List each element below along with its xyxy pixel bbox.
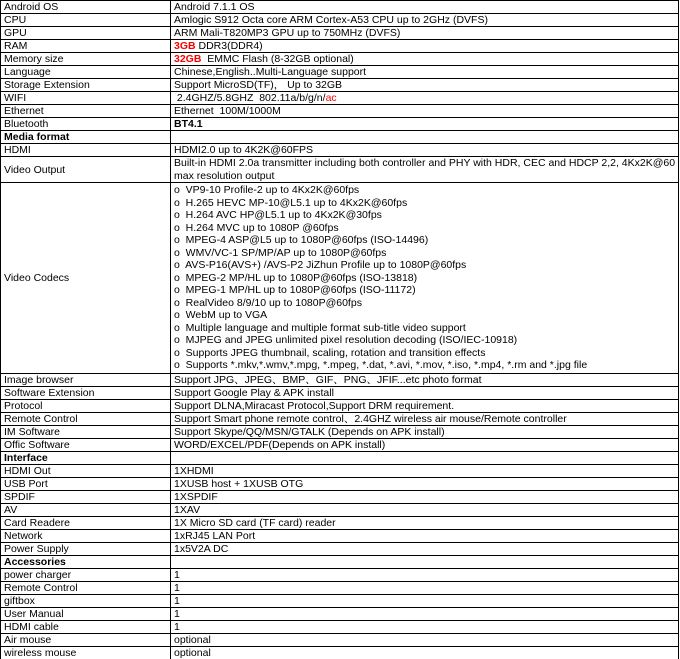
spec-value bbox=[171, 183, 679, 374]
spec-value bbox=[171, 40, 679, 53]
value-text: optional bbox=[174, 633, 211, 646]
table-row bbox=[1, 157, 679, 183]
spec-value bbox=[171, 386, 679, 399]
spec-label: giftbox bbox=[1, 594, 171, 607]
spec-value bbox=[171, 607, 679, 620]
table-row bbox=[1, 386, 679, 399]
table-row bbox=[1, 646, 679, 659]
table-row bbox=[1, 542, 679, 555]
table-row bbox=[1, 620, 679, 633]
spec-label: HDMI Out bbox=[1, 464, 171, 477]
spec-label: Ethernet bbox=[1, 105, 171, 118]
spec-value bbox=[171, 157, 679, 183]
value-text: DDR3(DDR4) bbox=[195, 40, 263, 52]
value-text: 2.4GHZ/5.8GHZ 802.11a/b/g/n/ bbox=[174, 92, 326, 104]
value-text: 1XAV bbox=[174, 503, 201, 516]
value-text: Support JPG、JPEG、BMP、GIF、PNG、JFIF...etc photo format bbox=[174, 373, 482, 386]
spec-label: HDMI cable bbox=[1, 620, 171, 633]
codec-list-item: o RealVideo 8/9/10 up to 1080P@60fps bbox=[174, 296, 362, 309]
table-row bbox=[1, 373, 679, 386]
table-row bbox=[1, 425, 679, 438]
spec-label: Protocol bbox=[1, 399, 171, 412]
codec-list-item: o MPEG-2 MP/HL up to 1080P@60fps (ISO-13818) bbox=[174, 271, 418, 284]
spec-table-body bbox=[1, 1, 679, 659]
spec-value bbox=[171, 412, 679, 425]
spec-label: Air mouse bbox=[1, 633, 171, 646]
table-row bbox=[1, 14, 679, 27]
spec-value bbox=[171, 105, 679, 118]
spec-value bbox=[171, 131, 679, 144]
spec-value bbox=[171, 516, 679, 529]
table-row bbox=[1, 27, 679, 40]
spec-label: WIFI bbox=[1, 92, 171, 105]
spec-value bbox=[171, 92, 679, 105]
spec-value bbox=[171, 477, 679, 490]
spec-label: AV bbox=[1, 503, 171, 516]
highlighted-value-text: 32GB bbox=[174, 53, 202, 65]
value-text: HDMI2.0 up to 4K2K@60FPS bbox=[174, 144, 314, 156]
spec-value bbox=[171, 118, 679, 131]
spec-label: CPU bbox=[1, 14, 171, 27]
spec-label: Remote Control bbox=[1, 581, 171, 594]
spec-value bbox=[171, 27, 679, 40]
spec-label: Language bbox=[1, 66, 171, 79]
spec-label: SPDIF bbox=[1, 490, 171, 503]
spec-label: wireless mouse bbox=[1, 646, 171, 659]
table-row bbox=[1, 118, 679, 131]
spec-value bbox=[171, 373, 679, 386]
codec-list-item: o MPEG-4 ASP@L5 up to 1080P@60fps (ISO-14496) bbox=[174, 234, 429, 246]
value-text: BT4.1 bbox=[174, 118, 203, 130]
value-text: 1 bbox=[174, 594, 180, 607]
table-row bbox=[1, 79, 679, 92]
spec-label: Android OS bbox=[1, 1, 171, 14]
table-row bbox=[1, 477, 679, 490]
spec-label: IM Software bbox=[1, 425, 171, 438]
value-text: 1X Micro SD card (TF card) reader bbox=[174, 516, 336, 529]
table-row bbox=[1, 66, 679, 79]
highlighted-value-text: ac bbox=[325, 92, 337, 104]
codec-list-item: o Multiple language and multiple format sub-title video support bbox=[174, 321, 466, 334]
section-header-label: Interface bbox=[1, 451, 171, 464]
codec-list-item: o Supports *.mkv,*.wmv,*.mpg, *.mpeg, *.dat, *.avi, *.mov, *.iso, *.mp4, *.rm and *.jpg file bbox=[174, 359, 588, 371]
codec-list-item: o WebM up to VGA bbox=[174, 309, 268, 321]
spec-label: Software Extension bbox=[1, 386, 171, 399]
spec-label: RAM bbox=[1, 40, 171, 53]
spec-value bbox=[171, 144, 679, 157]
spec-value bbox=[171, 399, 679, 412]
value-text: 1XSPDIF bbox=[174, 490, 218, 503]
codec-list-item: o VP9-10 Profile-2 up to 4Kx2K@60fps bbox=[174, 184, 360, 196]
value-text: Built-in HDMI 2.0a transmitter including both controller and PHY with HDR, CEC and HDCP 2,2, 4Kx2K@60 max resolution output bbox=[174, 157, 676, 182]
spec-label: Offic Software bbox=[1, 438, 171, 451]
spec-label: Video Output bbox=[1, 157, 171, 183]
value-text: 1 bbox=[174, 581, 180, 594]
table-row bbox=[1, 131, 679, 144]
spec-value bbox=[171, 529, 679, 542]
codec-list-item: o MJPEG and JPEG unlimited pixel resolution decoding (ISO/IEC-10918) bbox=[174, 334, 518, 346]
value-text: 1xRJ45 LAN Port bbox=[174, 529, 256, 542]
spec-value bbox=[171, 581, 679, 594]
value-text: Ethernet 100M/1000M bbox=[174, 105, 281, 117]
table-row bbox=[1, 607, 679, 620]
table-row bbox=[1, 581, 679, 594]
spec-label: power charger bbox=[1, 568, 171, 581]
section-header-label: Media format bbox=[1, 131, 171, 144]
spec-label: Image browser bbox=[1, 373, 171, 386]
table-row bbox=[1, 53, 679, 66]
spec-label: Card Readere bbox=[1, 516, 171, 529]
spec-value bbox=[171, 451, 679, 464]
spec-label: Storage Extension bbox=[1, 79, 171, 92]
table-row bbox=[1, 438, 679, 451]
value-text: Support MicroSD(TF)， Up to 32GB bbox=[174, 79, 343, 91]
table-row bbox=[1, 399, 679, 412]
spec-value bbox=[171, 503, 679, 516]
spec-value bbox=[171, 568, 679, 581]
spec-label: GPU bbox=[1, 27, 171, 40]
spec-value bbox=[171, 620, 679, 633]
value-text: 1 bbox=[174, 620, 180, 633]
spec-label: USB Port bbox=[1, 477, 171, 490]
spec-value bbox=[171, 555, 679, 568]
spec-value bbox=[171, 464, 679, 477]
codec-list-item: o WMV/VC-1 SP/MP/AP up to 1080P@60fps bbox=[174, 246, 387, 259]
value-text: Support DLNA,Miracast Protocol,Support DRM requirement. bbox=[174, 399, 455, 412]
spec-value bbox=[171, 79, 679, 92]
spec-label: Bluetooth bbox=[1, 118, 171, 131]
spec-value bbox=[171, 66, 679, 79]
table-row bbox=[1, 594, 679, 607]
value-text: WORD/EXCEL/PDF(Depends on APK install) bbox=[174, 438, 386, 451]
codec-list-item: o H.265 HEVC MP-10@L5.1 up to 4Kx2K@60fps bbox=[174, 196, 408, 209]
value-text: Support Google Play & APK install bbox=[174, 386, 334, 399]
value-text: Support Smart phone remote control、2.4GHZ wireless air mouse/Remote controller bbox=[174, 412, 567, 425]
table-row bbox=[1, 529, 679, 542]
spec-value bbox=[171, 633, 679, 646]
table-row bbox=[1, 451, 679, 464]
spec-label: User Manual bbox=[1, 607, 171, 620]
codec-list-item: o H.264 AVC HP@L5.1 up to 4Kx2K@30fps bbox=[174, 209, 382, 221]
spec-value bbox=[171, 490, 679, 503]
spec-value bbox=[171, 438, 679, 451]
table-row bbox=[1, 490, 679, 503]
value-text: 1XUSB host + 1XUSB OTG bbox=[174, 477, 304, 490]
spec-value bbox=[171, 594, 679, 607]
table-row bbox=[1, 503, 679, 516]
spec-value bbox=[171, 14, 679, 27]
value-text: Chinese,English..Multi-Language support bbox=[174, 66, 367, 78]
spec-value bbox=[171, 425, 679, 438]
table-row bbox=[1, 144, 679, 157]
highlighted-value-text: 3GB bbox=[174, 40, 196, 52]
table-row bbox=[1, 633, 679, 646]
codec-list-item: o AVS-P16(AVS+) /AVS-P2 JiZhun Profile up to 1080P@60fps bbox=[174, 259, 467, 271]
value-text: 1 bbox=[174, 607, 180, 620]
value-text: 1XHDMI bbox=[174, 464, 214, 477]
table-row bbox=[1, 464, 679, 477]
spec-label: Video Codecs bbox=[1, 183, 171, 374]
spec-label: Memory size bbox=[1, 53, 171, 66]
value-text: ARM Mali-T820MP3 GPU up to 750MHz (DVFS) bbox=[174, 27, 401, 39]
spec-label: Network bbox=[1, 529, 171, 542]
codec-list-item: o H.264 MVC up to 1080P @60fps bbox=[174, 221, 339, 234]
table-row bbox=[1, 105, 679, 118]
spec-value bbox=[171, 542, 679, 555]
spec-value bbox=[171, 1, 679, 14]
table-row bbox=[1, 412, 679, 425]
table-row bbox=[1, 516, 679, 529]
table-row bbox=[1, 1, 679, 14]
value-text: 1 bbox=[174, 568, 180, 581]
codec-list-item: o Supports JPEG thumbnail, scaling, rotation and transition effects bbox=[174, 346, 486, 359]
spec-value bbox=[171, 53, 679, 66]
spec-label: Power Supply bbox=[1, 542, 171, 555]
spec-value bbox=[171, 646, 679, 659]
table-row bbox=[1, 555, 679, 568]
value-text: Android 7.1.1 OS bbox=[174, 1, 255, 13]
table-row bbox=[1, 40, 679, 53]
table-row bbox=[1, 92, 679, 105]
table-row bbox=[1, 183, 679, 374]
value-text: EMMC Flash (8-32GB optional) bbox=[201, 53, 354, 65]
value-text: Support Skype/QQ/MSN/GTALK (Depends on APK install) bbox=[174, 425, 445, 438]
section-header-label: Accessories bbox=[1, 555, 171, 568]
value-text: optional bbox=[174, 646, 211, 659]
codec-list-item: o MPEG-1 MP/HL up to 1080P@60fps (ISO-11172) bbox=[174, 284, 416, 296]
value-text: 1x5V2A DC bbox=[174, 542, 229, 555]
spec-label: HDMI bbox=[1, 144, 171, 157]
table-row bbox=[1, 568, 679, 581]
value-text: Amlogic S912 Octa core ARM Cortex-A53 CPU up to 2GHz (DVFS) bbox=[174, 14, 488, 26]
spec-label: Remote Control bbox=[1, 412, 171, 425]
